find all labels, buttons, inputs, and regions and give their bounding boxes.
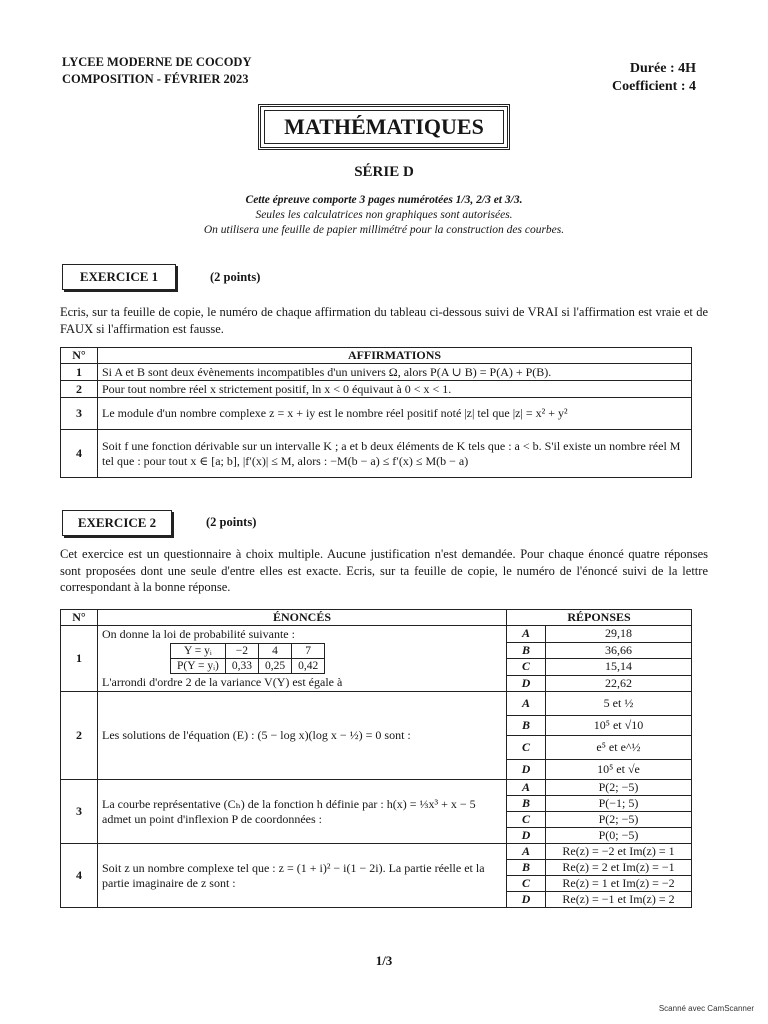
- law-y-value: −2: [225, 644, 258, 659]
- law-p-value: 0,33: [225, 659, 258, 674]
- question-1: [98, 626, 507, 692]
- col-affirmations-header: AFFIRMATIONS: [98, 348, 692, 364]
- answer-value: 22,62: [546, 675, 692, 692]
- question-number: 2: [61, 692, 98, 780]
- answer-letter: C: [507, 659, 546, 676]
- answer-value: 29,18: [546, 626, 692, 643]
- exercise2-title: EXERCICE 2: [62, 510, 172, 536]
- table-row: [61, 398, 692, 430]
- answer-value: Re(z) = 1 et Im(z) = −2: [546, 876, 692, 892]
- answer-value: 5 et ½: [546, 692, 692, 716]
- table-row: [61, 780, 692, 796]
- question-1-intro: On donne la loi de probabilité suivante :: [102, 627, 295, 641]
- table-row: [61, 692, 692, 716]
- exam-session: COMPOSITION - FÉVRIER 2023: [62, 72, 249, 86]
- answer-letter: D: [507, 760, 546, 780]
- affirmation-text: Pour tout nombre réel x strictement positif, ln x < 0 équivaut à 0 < x < 1.: [98, 381, 692, 398]
- note-pages: Cette épreuve comporte 3 pages numérotées 1/3, 2/3 et 3/3.: [245, 194, 523, 206]
- question-number: 4: [61, 844, 98, 908]
- coefficient: Coefficient : 4: [612, 79, 696, 94]
- answer-letter: D: [507, 675, 546, 692]
- answer-value: 10⁵ et √10: [546, 716, 692, 736]
- answer-value: P(2; −5): [546, 812, 692, 828]
- exercise2-instructions: Cet exercice est un questionnaire à choix multiple. Aucune justification n'est demandée. Pour chaque énoncé quatre réponses sont proposées dont une seule d'entre elles est exacte. Ecris, sur ta feuille de copie, le numéro de l'énoncé suivi de la lettre correspondant à la bonne réponse.: [60, 547, 708, 594]
- question-1-text: L'arrondi d'ordre 2 de la variance V(Y) est égale à: [102, 675, 343, 689]
- answer-value: e⁵ et e^½: [546, 736, 692, 760]
- answer-letter: B: [507, 796, 546, 812]
- exercise1-instructions: Ecris, sur ta feuille de copie, le numéro de chaque affirmation du tableau ci-dessous suivi de VRAI si l'affirmation est vraie et de FAUX si l'affirmation est fausse.: [60, 305, 708, 336]
- answer-value: P(0; −5): [546, 828, 692, 844]
- answer-letter: B: [507, 860, 546, 876]
- affirmation-number: 4: [61, 430, 98, 478]
- answer-letter: D: [507, 828, 546, 844]
- law-head-y: Y = yᵢ: [171, 644, 226, 659]
- affirmation-text: Si A et B sont deux évènements incompatibles d'un univers Ω, alors P(A ∪ B) = P(A) + P(B).: [98, 364, 692, 381]
- law-p-value: 0,42: [292, 659, 325, 674]
- note-calculators: Seules les calculatrices non graphiques sont autorisées.: [255, 209, 513, 221]
- question-3-text: La courbe représentative (Cₕ) de la fonction h définie par : h(x) = ⅓x³ + x − 5 admet un point d'inflexion P de coordonnées :: [98, 780, 507, 844]
- subject-title: MATHÉMATIQUES: [264, 110, 504, 144]
- affirmation-number: 1: [61, 364, 98, 381]
- answer-letter: B: [507, 642, 546, 659]
- table-row: [61, 626, 692, 643]
- question-4-text: Soit z un nombre complexe tel que : z = (1 + i)² − i(1 − 2i). La partie réelle et la partie imaginaire de z sont :: [98, 844, 507, 908]
- answer-letter: A: [507, 626, 546, 643]
- col-number-header: N°: [61, 610, 98, 626]
- school-header: [62, 54, 252, 88]
- table-header-row: [61, 348, 692, 364]
- exam-meta: [612, 60, 696, 96]
- affirmation-number: 2: [61, 381, 98, 398]
- exercise1-points: (2 points): [210, 270, 261, 284]
- answer-value: P(2; −5): [546, 780, 692, 796]
- answer-value: Re(z) = 2 et Im(z) = −1: [546, 860, 692, 876]
- answer-value: 36,66: [546, 642, 692, 659]
- table-row: [61, 844, 692, 860]
- law-y-value: 7: [292, 644, 325, 659]
- law-y-value: 4: [258, 644, 291, 659]
- answer-letter: C: [507, 812, 546, 828]
- exercise1-title: EXERCICE 1: [62, 264, 176, 290]
- answer-value: P(−1; 5): [546, 796, 692, 812]
- scanner-watermark: Scanné avec CamScanner: [658, 1004, 754, 1013]
- table-row: [61, 364, 692, 381]
- answer-letter: C: [507, 736, 546, 760]
- answer-letter: D: [507, 892, 546, 908]
- answer-letter: A: [507, 692, 546, 716]
- answer-value: 10⁵ et √e: [546, 760, 692, 780]
- answer-letter: B: [507, 716, 546, 736]
- answer-letter: C: [507, 876, 546, 892]
- subject-title-box: [258, 104, 510, 150]
- page-number: 1/3: [375, 953, 393, 968]
- mcq-table: [60, 609, 692, 908]
- answer-letter: A: [507, 844, 546, 860]
- col-enonces-header: ÉNONCÉS: [98, 610, 507, 626]
- series-title: SÉRIE D: [354, 164, 414, 180]
- col-reponses-header: RÉPONSES: [507, 610, 692, 626]
- law-head-p: P(Y = yᵢ): [171, 659, 226, 674]
- answer-value: Re(z) = −2 et Im(z) = 1: [546, 844, 692, 860]
- table-header-row: [61, 610, 692, 626]
- affirmations-table: [60, 347, 692, 478]
- answer-letter: A: [507, 780, 546, 796]
- question-number: 3: [61, 780, 98, 844]
- exam-notes: [0, 193, 768, 238]
- answer-value: 15,14: [546, 659, 692, 676]
- duration: Durée : 4H: [629, 61, 696, 76]
- answer-value: Re(z) = −1 et Im(z) = 2: [546, 892, 692, 908]
- school-name: LYCEE MODERNE DE COCODY: [62, 55, 252, 69]
- exercise2-points: (2 points): [206, 515, 257, 529]
- affirmation-text: Le module d'un nombre complexe z = x + iy est le nombre réel positif noté |z| tel que |z| = x² + y²: [98, 398, 692, 430]
- col-number-header: N°: [61, 348, 98, 364]
- question-2-text: Les solutions de l'équation (E) : (5 − log x)(log x − ½) = 0 sont :: [98, 692, 507, 780]
- table-row: [61, 430, 692, 478]
- note-graph-paper: On utilisera une feuille de papier millimétré pour la construction des courbes.: [203, 224, 565, 236]
- question-number: 1: [61, 626, 98, 692]
- table-row: [61, 381, 692, 398]
- affirmation-text: Soit f une fonction dérivable sur un intervalle K ; a et b deux éléments de K tels que : a < b. S'il existe un nombre réel M tel que : pour tout x ∈ [a; b], |f′(x)| ≤ M, alors : −M(b − a) ≤ f′(x) ≤ M(b − a): [98, 430, 692, 478]
- probability-law-table: [170, 643, 325, 674]
- law-p-value: 0,25: [258, 659, 291, 674]
- affirmation-number: 3: [61, 398, 98, 430]
